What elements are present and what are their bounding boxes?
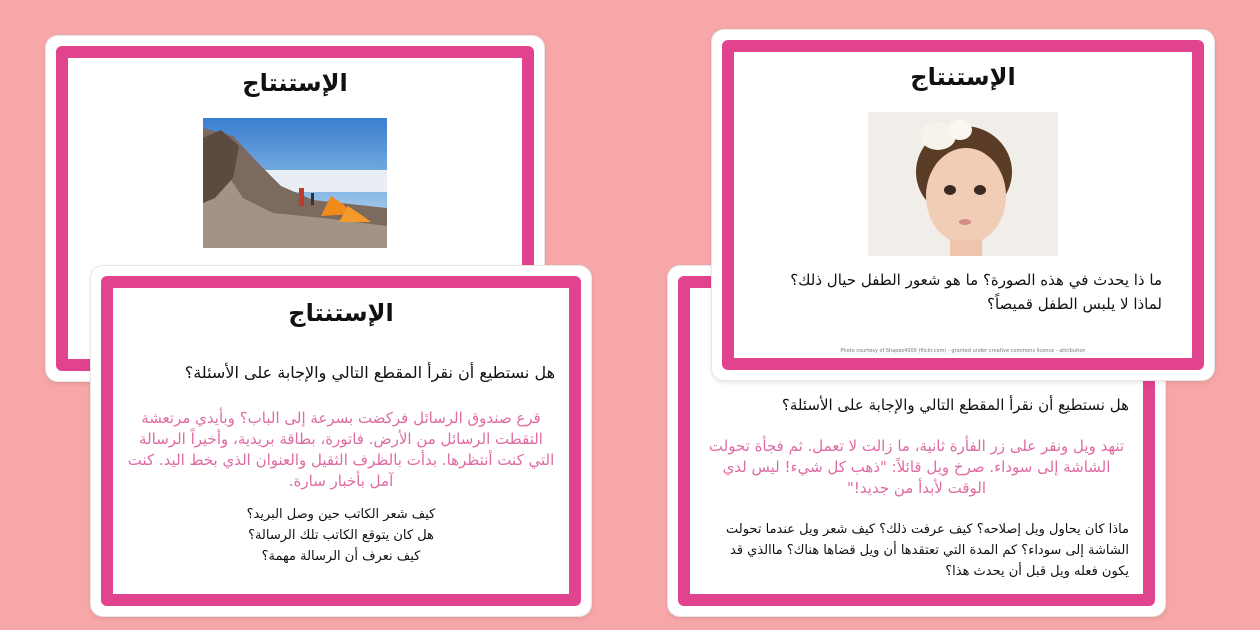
question-line-2: هل كان يتوقع الكاتب تلك الرسالة؟ [248,528,434,543]
card-inner [734,52,1192,358]
card-title: الإستنتاج [242,69,348,97]
card-passage: تنهد ويل ونقر على زر الفأرة ثانية، ما زالت لا تعمل. ثم فجأة تحولت الشاشة إلى سوداء. صرخ ويل قائلاً: "ذهب كل شيء! ليس لدي الوقت لأبدأ من جديد!" [708,437,1125,497]
card-question: ما ذا يحدث في هذه الصورة؟ ما هو شعور الطفل حيال ذلك؟ لماذا لا يلبس الطفل قميصاً؟ [790,271,1162,313]
question-line-3: كيف نعرف أن الرسالة مهمة؟ [261,549,421,564]
card-title: الإستنتاج [910,63,1016,91]
card-question: هل نستطيع أن نقرأ المقطع التالي والإجابة على الأسئلة؟ [781,396,1129,414]
card-mail-passage [91,266,591,616]
card-child-photo [712,30,1214,380]
card-passage: قرع صندوق الرسائل فركضت بسرعة إلى الباب؟ وبأيدي مرتعشة التقطت الرسائل من الأرض. فاتورة، بطاقة بريدية، وأخيراً الرسالة التي كنت أنتظرها. بدأت بالظرف الثقيل والعنوان الذي بخط اليد. كنت آمل بأخبار سارة. [127,409,555,490]
card-questions: ماذا كان يحاول ويل إصلاحه؟ كيف عرفت ذلك؟ كيف شعر ويل عندما تحولت الشاشة إلى سوداء؟ كم المدة التي تعتقدها أن ويل قضاها هناك؟ ماالذي قد يكون فعله ويل قبل أن يحدث هذا؟ [726,522,1129,579]
card-title: الإستنتاج [288,299,394,327]
mountain-photo [203,118,387,248]
card-questions [113,504,569,567]
question-line-1: كيف شعر الكاتب حين وصل البريد؟ [246,507,436,522]
card-inner [113,288,569,594]
child-photo [868,112,1058,256]
photo-credit: Photo courtesy of Shapes4000 (flickr.com) - granted under creative commons licence - attribution [840,348,1086,354]
card-question: هل نستطيع أن نقرأ المقطع التالي والإجابة على الأسئلة؟ [184,363,555,382]
